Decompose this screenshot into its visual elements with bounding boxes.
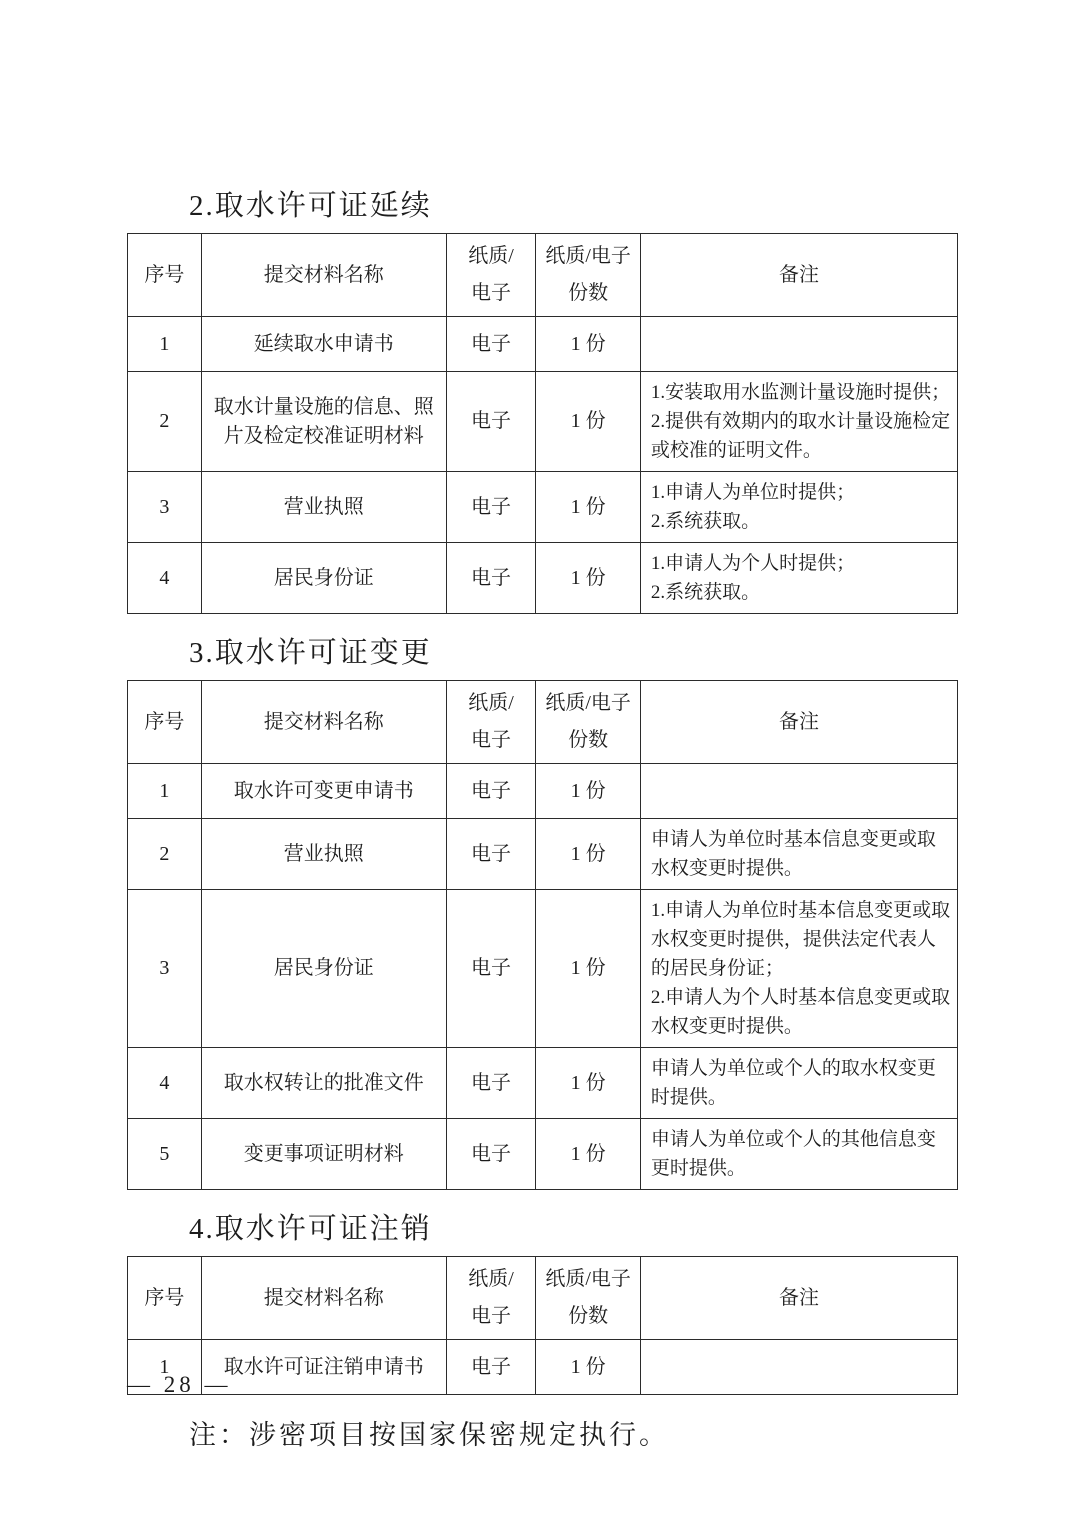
table-row (128, 317, 958, 372)
section-title: 2.取水许可证延续 (189, 190, 432, 222)
medium-type: 电子 (446, 317, 536, 372)
medium-type: 电子 (446, 372, 536, 472)
row-no: 4 (128, 543, 202, 614)
remark-cell (640, 890, 957, 1048)
table-row (128, 1119, 958, 1190)
row-no: 3 (128, 890, 202, 1048)
copies-count: 1 份 (536, 372, 641, 472)
table-row (128, 543, 958, 614)
col-header-no: 序号 (128, 681, 202, 764)
col-header-copies: 纸质/电子 份数 (536, 1257, 641, 1340)
copies-count: 1 份 (536, 317, 641, 372)
remark-line: 2.系统获取。 (650, 511, 761, 532)
remark-cell (640, 472, 957, 543)
col-header-no: 序号 (128, 234, 202, 317)
materials-table (127, 233, 958, 614)
table-row (128, 372, 958, 472)
medium-type: 电子 (446, 890, 536, 1048)
material-name: 取水许可变更申请书 (201, 764, 446, 819)
material-name: 变更事项证明材料 (201, 1119, 446, 1190)
col-header-copies: 纸质/电子 份数 (536, 681, 641, 764)
row-no: 1 (128, 764, 202, 819)
remark-cell (640, 543, 957, 614)
material-name: 居民身份证 (201, 890, 446, 1048)
remark-cell (640, 372, 957, 472)
copies-count: 1 份 (536, 472, 641, 543)
table-row (128, 1340, 958, 1395)
remark-cell (640, 317, 957, 372)
copies-count: 1 份 (536, 764, 641, 819)
remark-cell (640, 1048, 957, 1119)
col-header-medium: 纸质/ 电子 (446, 1257, 536, 1340)
section-permit-cancellation (127, 1213, 958, 1395)
col-header-name: 提交材料名称 (201, 234, 446, 317)
medium-type: 电子 (446, 472, 536, 543)
medium-type: 电子 (446, 764, 536, 819)
medium-type: 电子 (446, 819, 536, 890)
confidentiality-note: 注：涉密项目按国家保密规定执行。 (189, 1420, 669, 1450)
col-header-medium: 纸质/ 电子 (446, 234, 536, 317)
row-no: 1 (128, 317, 202, 372)
medium-type: 电子 (446, 1340, 536, 1395)
section-permit-change (127, 637, 958, 1190)
remark-cell (640, 819, 957, 890)
materials-table (127, 1256, 958, 1395)
col-header-name: 提交材料名称 (201, 681, 446, 764)
materials-table (127, 680, 958, 1190)
remark-line: 1.申请人为单位时基本信息变更或取水权变更时提供，提供法定代表人的居民身份证； (650, 900, 951, 979)
copies-count: 1 份 (536, 819, 641, 890)
row-no: 1 (128, 1340, 202, 1395)
row-no: 3 (128, 472, 202, 543)
row-no: 5 (128, 1119, 202, 1190)
table-row (128, 1048, 958, 1119)
remark-line: 2.提供有效期内的取水计量设施检定或校准的证明文件。 (650, 411, 951, 461)
remark-line: 申请人为单位或个人的其他信息变更时提供。 (650, 1129, 936, 1179)
copies-count: 1 份 (536, 1340, 641, 1395)
copies-count: 1 份 (536, 890, 641, 1048)
table-row (128, 472, 958, 543)
material-name: 取水计量设施的信息、照片及检定校准证明材料 (201, 372, 446, 472)
material-name: 营业执照 (201, 819, 446, 890)
medium-type: 电子 (446, 1048, 536, 1119)
remark-cell (640, 764, 957, 819)
row-no: 2 (128, 372, 202, 472)
remark-cell (640, 1340, 957, 1395)
material-name: 延续取水申请书 (201, 317, 446, 372)
remark-line: 1.安装取用水监测计量设施时提供； (650, 382, 951, 403)
col-header-no: 序号 (128, 1257, 202, 1340)
col-header-medium: 纸质/ 电子 (446, 681, 536, 764)
material-name: 居民身份证 (201, 543, 446, 614)
copies-count: 1 份 (536, 1048, 641, 1119)
row-no: 4 (128, 1048, 202, 1119)
table-row (128, 764, 958, 819)
medium-type: 电子 (446, 543, 536, 614)
copies-count: 1 份 (536, 543, 641, 614)
medium-type: 电子 (446, 1119, 536, 1190)
remark-line: 1.申请人为个人时提供； (650, 553, 856, 574)
material-name: 取水许可证注销申请书 (201, 1340, 446, 1395)
remark-line: 申请人为单位时基本信息变更或取水权变更时提供。 (650, 829, 936, 879)
remark-line: 2.系统获取。 (650, 582, 761, 603)
material-name: 营业执照 (201, 472, 446, 543)
table-header-row (128, 234, 958, 317)
table-header-row (128, 681, 958, 764)
copies-count: 1 份 (536, 1119, 641, 1190)
section-permit-renewal (127, 190, 958, 614)
page-number: — 28 — (127, 1372, 232, 1397)
section-title: 3.取水许可证变更 (189, 637, 432, 669)
remark-line: 申请人为单位或个人的取水权变更时提供。 (650, 1058, 936, 1108)
remark-cell (640, 1119, 957, 1190)
col-header-copies: 纸质/电子 份数 (536, 234, 641, 317)
row-no: 2 (128, 819, 202, 890)
table-row (128, 890, 958, 1048)
material-name: 取水权转让的批准文件 (201, 1048, 446, 1119)
section-title: 4.取水许可证注销 (189, 1213, 432, 1245)
col-header-remark: 备注 (640, 681, 957, 764)
remark-line: 2.申请人为个人时基本信息变更或取水权变更时提供。 (650, 987, 951, 1037)
table-header-row (128, 1257, 958, 1340)
table-row (128, 819, 958, 890)
col-header-remark: 备注 (640, 234, 957, 317)
col-header-name: 提交材料名称 (201, 1257, 446, 1340)
remark-line: 1.申请人为单位时提供； (650, 482, 856, 503)
col-header-remark: 备注 (640, 1257, 957, 1340)
